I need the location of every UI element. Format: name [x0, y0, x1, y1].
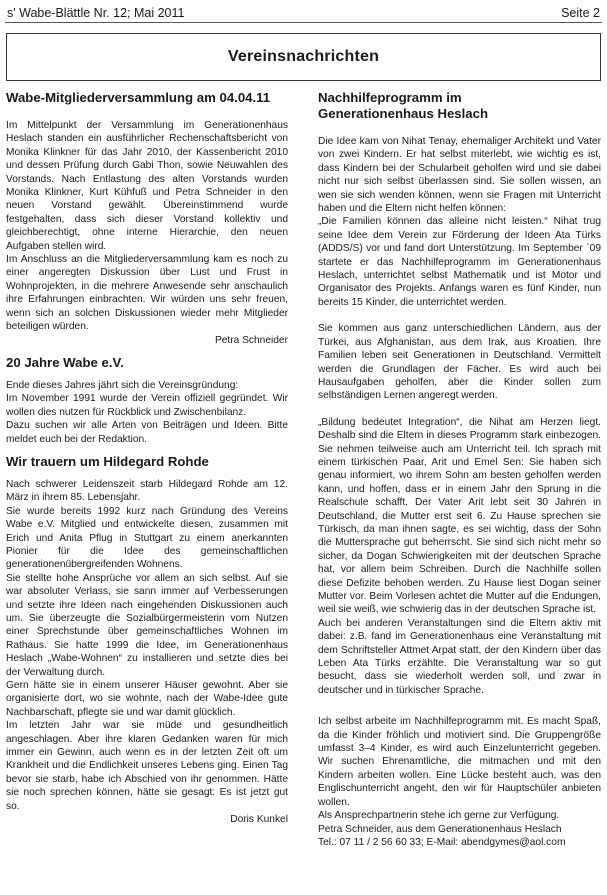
title-line-1: Nachhilfeprogramm im	[318, 90, 462, 105]
article-title-nachhilfe	[318, 90, 601, 122]
contact-line: Tel.: 07 11 / 2 56 60 33; E-Mail: abendgymes@aol.com	[318, 836, 566, 848]
paragraph: Ende dieses Jahres jährt sich die Vereinsgründung:	[6, 379, 239, 391]
paragraph: Nach schwerer Leidenszeit starb Hildegard Rohde am 12. März in ihrem 85. Lebensjahr.	[6, 478, 288, 504]
paragraph: Im Mittelpunkt der Versammlung im Generationenhaus Heslach standen ein ausführlicher Rechenschaftsbericht von Monika Klinkner für das Jahr 2010, der Kassenbericht 2010 und dessen Prüfung durch Gabi Thon, sowie Neuwahlen des Vorstands. Nach Entlastung des alten Vorstands wurden Monika Klinkner, Kurt Kühfuß und Petra Schneider in den neuen Vorstand gewählt. Übereinstimmend wurde festgehalten, dass sich dieser Vorstand kollektiv und gleichberechtigt, ohne interne Hierarchie, den neuen Aufgaben stellen wird.	[6, 120, 288, 252]
paragraph: Auch bei anderen Veranstaltungen sind die Eltern aktiv mit dabei: z.B. fand im Generationenhaus eine Veranstaltung mit dem Schriftsteller Attmet Arpat statt, der den Kindern über das Leben Ata Türks erzählte. Die Veranstaltung war so gut besucht, dass sie wiederholt werden soll, und zwar in deutscher und in türkischer Sprache.	[318, 617, 601, 696]
section-banner: Vereinsnachrichten	[6, 33, 601, 81]
header-rule	[5, 22, 602, 23]
paragraph: „Die Familien können das alleine nicht leisten.“ Nihat trug seine Idee dem Verein zur Förderung der Ideen Ata Türks (ADDS/S) vor und fand dort Unterstützung. Im September `09 startete er das Nachhilfeprogramm im Generationenhaus Heslach, unterrichtet selbst Mathematik und ist Motor und Organisator des Projekts. Anfangs waren es fünf Kinder, nun bereits 15 Kinder, die unterrichtet werden.	[318, 216, 601, 308]
page-header	[5, 4, 602, 20]
article-title-nachruf: Wir trauern um Hildegard Rohde	[6, 453, 209, 469]
left-column	[6, 90, 288, 827]
paragraph: Gern hätte sie in einem unserer Häuser gewohnt. Aber sie organisierte dort, wo sie wohnte, nach der Wabe-Idee gute Nachbarschaft, pflegte sie und war damit glücklich.	[6, 680, 288, 718]
author-signature: Doris Kunkel	[230, 814, 288, 826]
paragraph: Ich selbst arbeite im Nachhilfeprogramm mit. Es macht Spaß, da die Kinder fröhlich und motiviert sind. Die Gruppengröße umfasst 3–4 Kinder, es wird auch Einzelunterricht gegeben. Wir suchen Ehrenamtliche, die mitmachen und mit den Kindern arbeiten wollen. Eine Lücke besteht auch, was den Englischunterricht angeht, den wir für Hauptschüler anbieten wollen.	[318, 716, 601, 808]
issue-info: s' Wabe-Blättle Nr. 12; Mai 2011	[7, 6, 185, 20]
contact-line: Als Ansprechpartnerin stehe ich gerne zur Verfügung.	[318, 810, 560, 822]
paragraph: „Bildung bedeutet Integration“, die Nihat am Herzen liegt. Deshalb sind die Eltern in dieses Programm stark einbezogen. Sie nehmen teilweise auch am Unterricht teil. Ich sprach mit einem türkischen Paar, Arit und Emel Sen: Sie haben sich genau informiert, wo ihrem Sohn am besten geholfen werden kann, und hoffen, dass er in einem Jahr den Sprung in die Realschule schafft. Der Vater Arit lebt seit 30 Jahren in Deutschland, die Mutter erst seit 6. Zu Hause sprechen sie Türkisch, da man ihnen sagte, es sei wichtig, dass der Sohn die Muttersprache gut beherrscht. Sie sind sich nicht mehr so sicher, da Dogan Schwierigkeiten mit der deutschen Sprache hat, vor allem beim Schreiben. Durch die Nachhilfe sollen diese Defizite behoben werden. Zu Hause liest Dogan seiner Mutter vor. Beim Vorlesen achtet die Mutter auf die Endungen, weil sie weiß, wie schwierig das in der deutschen Sprache ist.	[318, 416, 601, 616]
paragraph: Sie stellte hohe Ansprüche vor allem an sich selbst. Auf sie war absoluter Verlass, sie sann immer auf Verbesserungen und setzte ihre Ideen nach eingehenden Diskussionen auch um. Sie überzeugte die Sozialbürgermeisterin vom Nutzen einer Sprechstunde über gemeinschaftliches Wohnen im Rathaus. Sie hatte 1999 die Idee, im Generationenhaus Heslach „Wabe-Wohnen“ zu installieren und setzte dies bei der Verwaltung durch.	[6, 572, 288, 678]
contact-line: Petra Schneider, aus dem Generationenhaus Heslach	[318, 823, 562, 835]
page-number: Seite 2	[561, 6, 600, 20]
article-title-20-jahre: 20 Jahre Wabe e.V.	[6, 354, 124, 370]
title-line-2: Generationenhaus Heslach	[318, 106, 489, 121]
paragraph: Im Anschluss an die Mitgliederversammlung kam es noch zu einer angeregten Diskussion über Lust und Frust in Wohnprojekten, in die mehrere Anwesende sehr anschaulich ihre Erfahrungen einbrachten. Wir würden uns sehr freuen, wenn sich an solchen Diskussionen wieder mehr Mitglieder beteiligen würden.	[6, 254, 288, 333]
paragraph: Sie wurde bereits 1992 kurz nach Gründung des Vereins Wabe e.V. Mitglied und entwickelte diesen, zusammen mit Erich und Anita Pflug in Stuttgart zu einem anerkannten Pionier für die Idee des gemeinschaftlichen generationenübergreifenden Wohnens.	[6, 505, 288, 571]
article-title-versammlung: Wabe-Mitgliederversammlung am 04.04.11	[6, 90, 271, 105]
paragraph: Die Idee kam von Nihat Tenay, ehemaliger Architekt und Vater von zwei Kindern. Er hat selbst miterlebt, wie wichtig es ist, dass Kindern bei der Schularbeit geholfen wird und sie dabei nicht nur sich selbst überlassen sind. Sie sollen wissen, an wen sie sich wenden können, wenn sie Fragen mit Unterricht haben und die Eltern nicht helfen können:	[318, 136, 601, 215]
paragraph: Dazu suchen wir alle Arten von Beiträgen und Ideen. Bitte meldet euch bei der Redaktion.	[6, 420, 288, 445]
paragraph: Im letzten Jahr war sie müde und gesundheitlich angeschlagen. Aber ihre klaren Gedanken waren für mich immer ein Gewinn, auch wenn es in der letzten Zeit oft um Krankheit und die Endlichkeit unseres Lebens ging. Einen Tag bevor sie starb, habe ich Abschied von ihr genommen. Hätte sie noch sprechen können, hätte sie gesagt: Es ist jetzt gut so.	[6, 720, 288, 812]
author-signature: Petra Schneider	[214, 334, 288, 346]
paragraph: Sie kommen aus ganz unterschiedlichen Ländern, aus der Türkei, aus Afghanistan, aus dem Irak, aus Kroatien. Ihre Familien leben seit Generationen in Deutschland. Vermittelt werden die Grundlagen der Fächer. Es wird auch bei Hausaufgaben geholfen, aber die Kinder sollen zum selbständigen Lernen angeregt werden.	[318, 323, 601, 402]
right-column	[318, 90, 601, 849]
paragraph: Im November 1991 wurde der Verein offiziell gegründet. Wir wollen dies nutzen für Rückblick und Zwischenbilanz.	[6, 393, 288, 418]
